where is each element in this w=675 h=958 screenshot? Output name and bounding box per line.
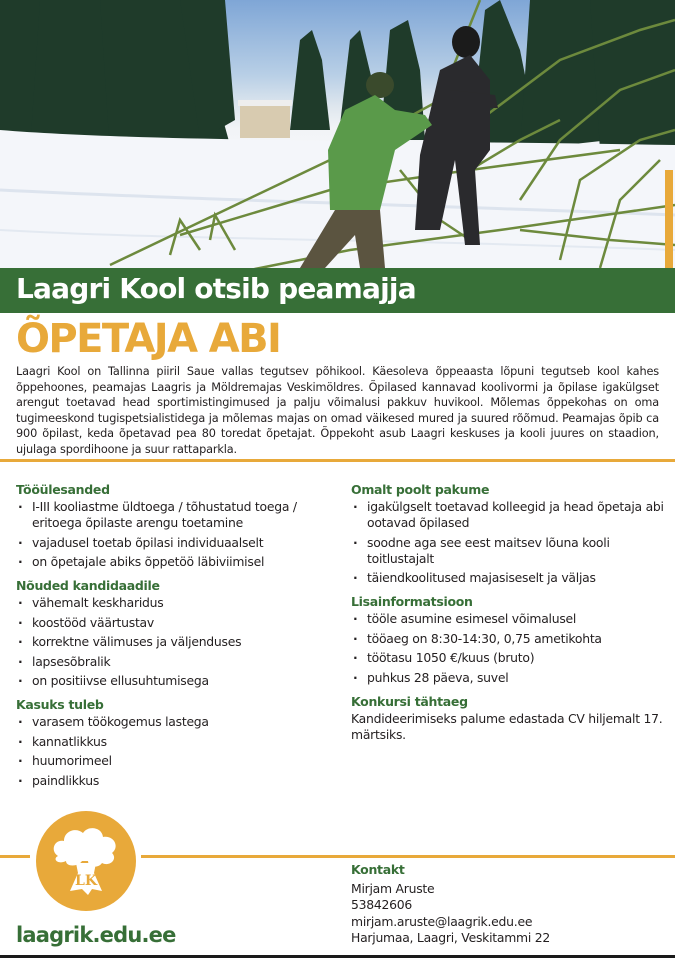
list-item: · korrektne välimuses ja väljenduses (16, 634, 336, 650)
advantages-list (16, 714, 336, 789)
hero-photo (0, 0, 675, 268)
right-column (351, 482, 671, 751)
list-item: · paindlikkus (16, 773, 336, 789)
contact-phone[interactable]: 53842606 (351, 897, 413, 913)
list-item: · soodne aga see eest maitsev lõuna kooli toitlustajalt (351, 535, 671, 567)
section-heading: Tööülesanded (16, 482, 110, 497)
section-offer (351, 482, 671, 586)
info-list (351, 611, 671, 686)
list-item: · vajadusel toetab õpilasi individuaalselt (16, 535, 336, 551)
section-heading: Lisainformatsioon (351, 594, 473, 609)
section-deadline (351, 694, 671, 743)
list-item: · lapsesõbralik (16, 654, 336, 670)
section-heading: Omalt poolt pakume (351, 482, 490, 497)
divider-bottom-right (141, 855, 675, 858)
deadline-text: Kandideerimiseks palume edastada CV hiljemalt 17. märtsiks. (351, 710, 663, 742)
website-link[interactable]: laagrik.edu.ee (16, 923, 176, 947)
title-banner (0, 268, 675, 313)
tree-logo-icon (36, 811, 136, 911)
section-tooulesanded (16, 482, 336, 570)
list-item: · I-III kooliastme üldtoega / tõhustatud toega / eritoega õpilaste arengu toetamine (16, 499, 336, 531)
list-item: · on õpetajale abiks õppetöö läbiviimisel (16, 554, 336, 570)
section-requirements (16, 578, 336, 689)
list-item: · varasem töökogemus lastega (16, 714, 336, 730)
contact-block (351, 862, 671, 947)
list-item: · koostööd väärtustav (16, 615, 336, 631)
hero-photo-illustration (0, 0, 675, 268)
list-item: · tööaeg on 8:30-14:30, 0,75 ametikohta (351, 631, 671, 647)
contact-address: Harjumaa, Laagri, Veskitammi 22 (351, 930, 550, 946)
contact-name: Mirjam Aruste (351, 881, 435, 896)
section-additional-info (351, 594, 671, 686)
list-item: · tööle asumine esimesel võimalusel (351, 611, 671, 627)
list-item: · puhkus 28 päeva, suvel (351, 670, 671, 686)
list-item: · huumorimeel (16, 753, 336, 769)
list-item: · vähemalt keskharidus (16, 595, 336, 611)
intro-paragraph: Laagri Kool on Tallinna piiril Saue vallas tegutsev põhikool. Käesoleva õppeaasta lõpuni tegutseb kool kahes õppehoones, peamajas Laagris ja Möldremajas Veskimöldres. Õpilased kannavad koolivormi ja õpilase igakülgset arengut toetavad head sportimistingimused ja palju võimalusi pakkuv huvikool. Mõlemas õppekohas on oma tugimeeskond tugispetsialistidega ja mõlemas majas on omad väikesed mured ja suured rõõmud. Peamajas õpib ca 900 õpilast, keda õpetavad pea 80 toredat õpetajat. Õppekoht asub Laagri keskuses ja kooli juures on staadion, ujulaga spordihoone ja suur rattaparkla. (16, 365, 659, 456)
divider-bottom-left (0, 855, 30, 858)
contact-email[interactable]: mirjam.aruste@laagrik.edu.ee (351, 913, 533, 929)
section-heading: Konkursi tähtaeg (351, 693, 468, 709)
section-advantages (16, 697, 336, 789)
requirements-list (16, 595, 336, 689)
contact-heading: Kontakt (351, 862, 405, 877)
section-heading: Kasuks tuleb (16, 697, 104, 712)
left-column (16, 482, 336, 797)
list-item: · igakülgselt toetavad kolleegid ja head õpetaja abi ootavad õpilased (351, 499, 671, 531)
banner-title: Laagri Kool otsib peamajja (16, 272, 416, 305)
school-logo (36, 811, 136, 911)
offer-list (351, 499, 671, 586)
list-item: · töötasu 1050 €/kuus (bruto) (351, 650, 671, 666)
list-item: · kannatlikkus (16, 734, 336, 750)
list-item: · täiendkoolitused majasiseselt ja väljas (351, 570, 671, 586)
duties-list (16, 499, 336, 570)
list-item: · on positiivse ellusuhtumisega (16, 673, 336, 689)
divider-top (0, 459, 675, 462)
section-heading: Nõuded kandidaadile (16, 578, 160, 593)
job-title: ÕPETAJA ABI (16, 316, 281, 362)
logo-initials: LK (74, 873, 98, 889)
